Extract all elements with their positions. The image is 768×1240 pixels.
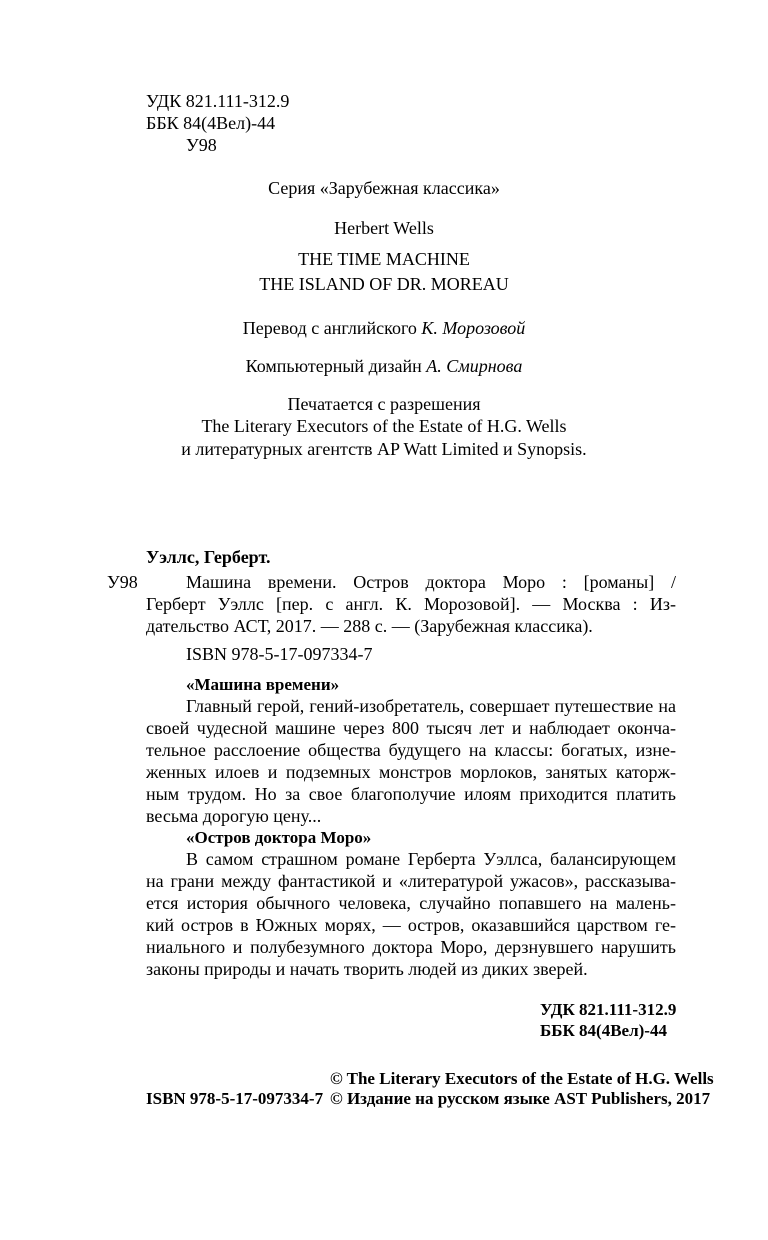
bbk-code: ББК 84(4Вел)-44 bbox=[146, 113, 276, 133]
annotation-1-line-4: женных илоев и подземных монстров морлоков, занятых каторж- bbox=[146, 762, 676, 782]
design-label: Компьютерный дизайн bbox=[245, 356, 422, 376]
annotation-1-line-2: своей чудесной машине через 800 тысяч лет и наблюдает оконча- bbox=[146, 718, 676, 738]
translator-name: К. Морозовой bbox=[421, 318, 526, 338]
series-line: Серия «Зарубежная классика» bbox=[268, 178, 500, 198]
annotation-title-time-machine: «Машина времени» bbox=[186, 675, 340, 694]
catalog-desc-line-3: дательство АСТ, 2017. — 288 с. — (Зарубежная классика). bbox=[146, 616, 593, 636]
copyright-estate: © The Literary Executors of the Estate of H.G. Wells bbox=[330, 1069, 714, 1088]
copyright-isbn: ISBN 978-5-17-097334-7 bbox=[146, 1089, 324, 1108]
udk-code: УДК 821.111-312.9 bbox=[146, 91, 290, 111]
catalog-mark: У98 bbox=[107, 572, 138, 592]
annotation-1-line-6: весьма дорогую цену... bbox=[146, 806, 322, 826]
translation-label: Перевод с английского bbox=[242, 318, 417, 338]
annotation-2-line-6: законы природы и начать творить людей из диких зверей. bbox=[146, 959, 588, 979]
catalog-author-heading: Уэллс, Герберт. bbox=[146, 547, 271, 567]
catalog-desc-line-1: Машина времени. Остров доктора Моро : [романы] / bbox=[186, 572, 676, 592]
author-mark: У98 bbox=[186, 135, 217, 155]
footer-udk: УДК 821.111-312.9 bbox=[540, 1000, 677, 1019]
annotation-2-line-1: В самом страшном романе Герберта Уэллса, балансирующем bbox=[186, 849, 676, 869]
permission-line-1: Печатается с разрешения bbox=[287, 394, 481, 414]
catalog-isbn: ISBN 978-5-17-097334-7 bbox=[186, 644, 373, 664]
annotation-2-line-3: ется история обычного человека, случайно попавшего на малень- bbox=[146, 893, 676, 913]
title-en-2: THE ISLAND OF DR. MOREAU bbox=[259, 274, 509, 294]
annotation-1-line-5: ным трудом. Но за свое благополучие илоям приходится платить bbox=[146, 784, 676, 804]
annotation-2-line-5: ниального и полубезумного доктора Моро, дерзнувшего нарушить bbox=[146, 937, 676, 957]
annotation-1-line-3: тельное расслоение общества будущего на классы: богатых, изне- bbox=[146, 740, 676, 760]
permission-line-3: и литературных агентств AP Watt Limited и Synopsis. bbox=[181, 439, 587, 459]
annotation-1-line-1: Главный герой, гений-изобретатель, совершает путешествие на bbox=[186, 696, 676, 716]
annotation-2-line-4: кий остров в Южных морях, — остров, оказавшийся царством ге- bbox=[146, 915, 676, 935]
copyright-publisher: © Издание на русском языке AST Publishers, 2017 bbox=[330, 1089, 711, 1108]
title-en-1: THE TIME MACHINE bbox=[298, 249, 470, 269]
footer-bbk: ББК 84(4Вел)-44 bbox=[540, 1021, 667, 1040]
annotation-title-island: «Остров доктора Моро» bbox=[186, 828, 372, 847]
permission-line-2: The Literary Executors of the Estate of H.G. Wells bbox=[201, 416, 567, 436]
annotation-2-line-2: на грани между фантастикой и «литературой ужасов», рассказыва- bbox=[146, 871, 676, 891]
catalog-desc-line-2: Герберт Уэллс [пер. с англ. К. Морозовой]. — Москва : Из- bbox=[146, 594, 676, 614]
design-credit bbox=[0, 354, 768, 378]
author-english: Herbert Wells bbox=[334, 218, 434, 238]
designer-name: А. Смирнова bbox=[426, 356, 523, 376]
translation-credit bbox=[0, 316, 768, 340]
